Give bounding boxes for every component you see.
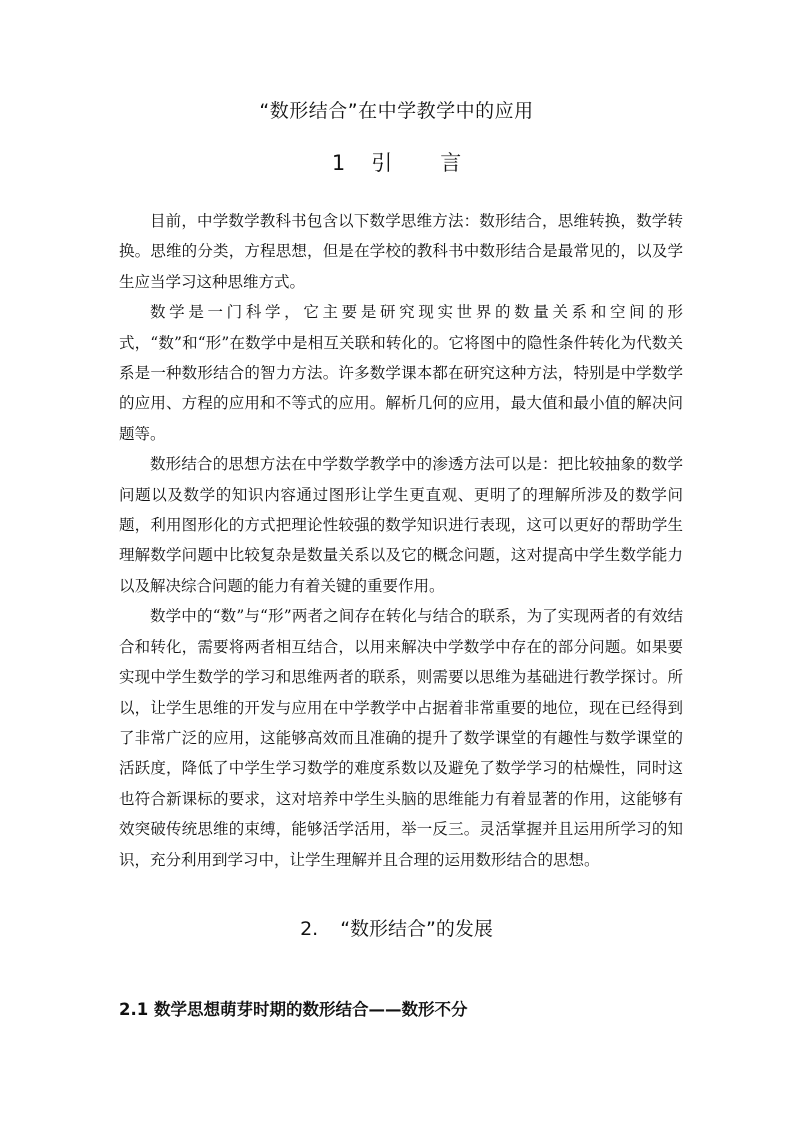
- paragraph-2: 数学是一门科学，它主要是研究现实世界的数量关系和空间的形式，“数”和“形”在数学中是相互关联和转化的。它将图中的隐性条件转化为代数关系是一种数形结合的智力方法。许多数学课本都在研究这种方法，特别是中学数学的应用、方程的应用和不等式的应用。解析几何的应用，最大值和最小值的解决问题等。: [119, 303, 683, 443]
- section-2-heading: [0, 914, 793, 944]
- section-1-title-char-1: 引: [371, 151, 393, 175]
- document-title: “数形结合”在中学教学中的应用: [259, 100, 534, 122]
- section-1-body: [119, 206, 683, 875]
- subsection-2-1-heading: 2.1 数学思想萌芽时期的数形结合——数形不分: [119, 1000, 468, 1019]
- section-2-title: “数形结合”的发展: [340, 918, 493, 940]
- paragraph-4: 数学中的“数”与“形”两者之间存在转化与结合的联系，为了实现两者的有效结合和转化，需要将两者相互结合，以用来解决中学数学中存在的部分问题。如果要实现中学生数学的学习和思维两者的联系，则需要以思维为基础进行教学探讨。所以，让学生思维的开发与应用在中学教学中占据着非常重要的地位，现在已经得到了非常广泛的应用，这能够高效而且准确的提升了数学课堂的有趣性与数学课堂的活跃度，降低了中学生学习数学的难度系数以及避免了数学学习的枯燥性，同时这也符合新课标的要求，这对培养中学生头脑的思维能力有着显著的作用，这能够有效突破传统思维的束缚，能够活学活用，举一反三。灵活掌握并且运用所学习的知识，充分利用到学习中，让学生理解并且合理的运用数形结合的思想。: [119, 607, 683, 869]
- paragraph-1: 目前，中学数学教科书包含以下数学思维方法：数形结合，思维转换，数学转换。思维的分类，方程思想，但是在学校的教科书中数形结合是最常见的，以及学生应当学习这种思维方式。: [119, 212, 683, 291]
- section-1-heading: [0, 148, 793, 178]
- section-2-number: 2.: [300, 918, 319, 940]
- section-1-title-char-2: 言: [440, 151, 462, 175]
- section-1-number: 1: [331, 151, 346, 175]
- paragraph-3: 数形结合的思想方法在中学数学教学中的渗透方法可以是：把比较抽象的数学问题以及数学的知识内容通过图形让学生更直观、更明了的理解所涉及的数学问题，利用图形化的方式把理论性较强的数学知识进行表现，这可以更好的帮助学生理解数学问题中比较复杂是数量关系以及它的概念问题，这对提高中学生数学能力以及解决综合问题的能力有着关键的重要作用。: [119, 455, 683, 595]
